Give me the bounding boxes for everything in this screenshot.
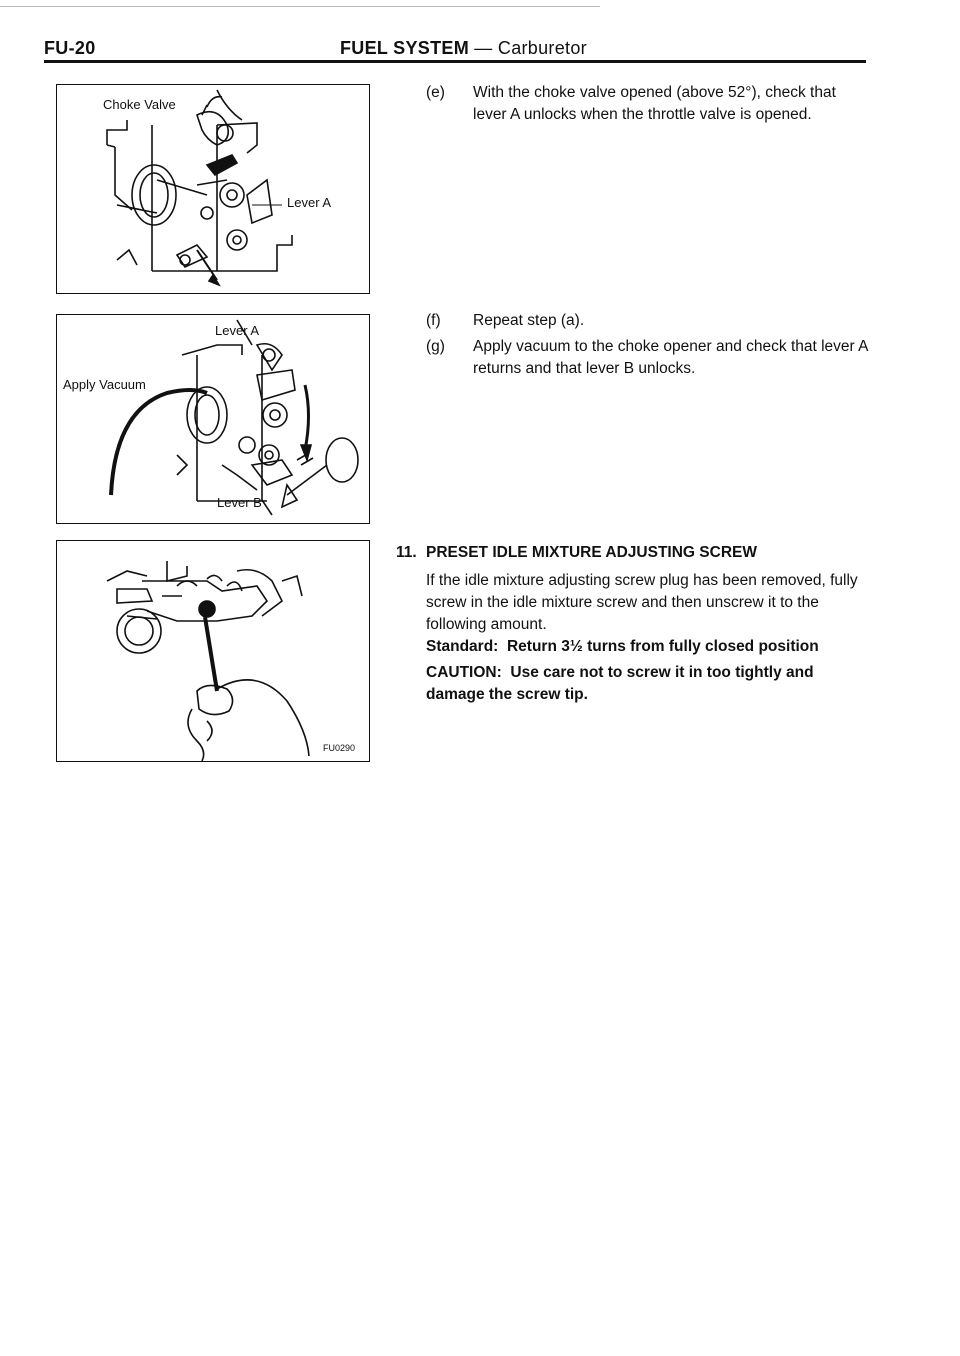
header-rule <box>44 60 866 63</box>
figure-idle-mixture-screw <box>56 540 370 762</box>
standard-label: Standard: <box>426 638 499 655</box>
section-subtitle: — Carburetor <box>474 38 587 58</box>
top-rule <box>0 6 600 7</box>
page-code: FU-20 <box>44 38 96 58</box>
label-lever-b: Lever B <box>217 495 262 510</box>
section-title: FUEL SYSTEM <box>340 38 469 58</box>
figure-apply-vacuum <box>56 314 370 524</box>
step-g-text: Apply vacuum to the choke opener and check that lever A returns and that lever B unlocks. <box>473 338 868 377</box>
step-g-marker: (g) <box>426 338 445 355</box>
caution-line <box>426 662 876 706</box>
standard-line <box>426 636 876 658</box>
step-f-marker: (f) <box>426 312 441 329</box>
step-e-marker: (e) <box>426 84 445 101</box>
label-choke-valve: Choke Valve <box>103 97 176 112</box>
label-apply-vacuum: Apply Vacuum <box>63 377 146 392</box>
label-lever-a: Lever A <box>215 323 260 338</box>
figure-choke-valve <box>56 84 370 294</box>
carburetor-illustration-1 <box>57 85 369 293</box>
figure-code: FU0290 <box>323 743 356 753</box>
carburetor-illustration-2 <box>57 315 369 523</box>
section-11-number: 11. <box>396 544 417 561</box>
step-e-text: With the choke valve opened (above 52°), check that lever A unlocks when the throttle valve is opened. <box>473 84 836 123</box>
caution-text: Use care not to screw it in too tightly and damage the screw tip. <box>426 664 814 703</box>
page-title <box>340 38 587 59</box>
standard-value: Return 3½ turns from fully closed position <box>506 638 819 655</box>
step-f-text: Repeat step (a). <box>473 312 585 329</box>
carburetor-illustration-3 <box>57 541 369 761</box>
section-11-body: If the idle mixture adjusting screw plug has been removed, fully screw in the idle mixture screw and then unscrew it to the following amount. <box>426 572 858 633</box>
caution-label: CAUTION: <box>426 664 502 681</box>
label-lever-a: Lever A <box>287 195 332 210</box>
section-11-heading: PRESET IDLE MIXTURE ADJUSTING SCREW <box>426 544 757 561</box>
